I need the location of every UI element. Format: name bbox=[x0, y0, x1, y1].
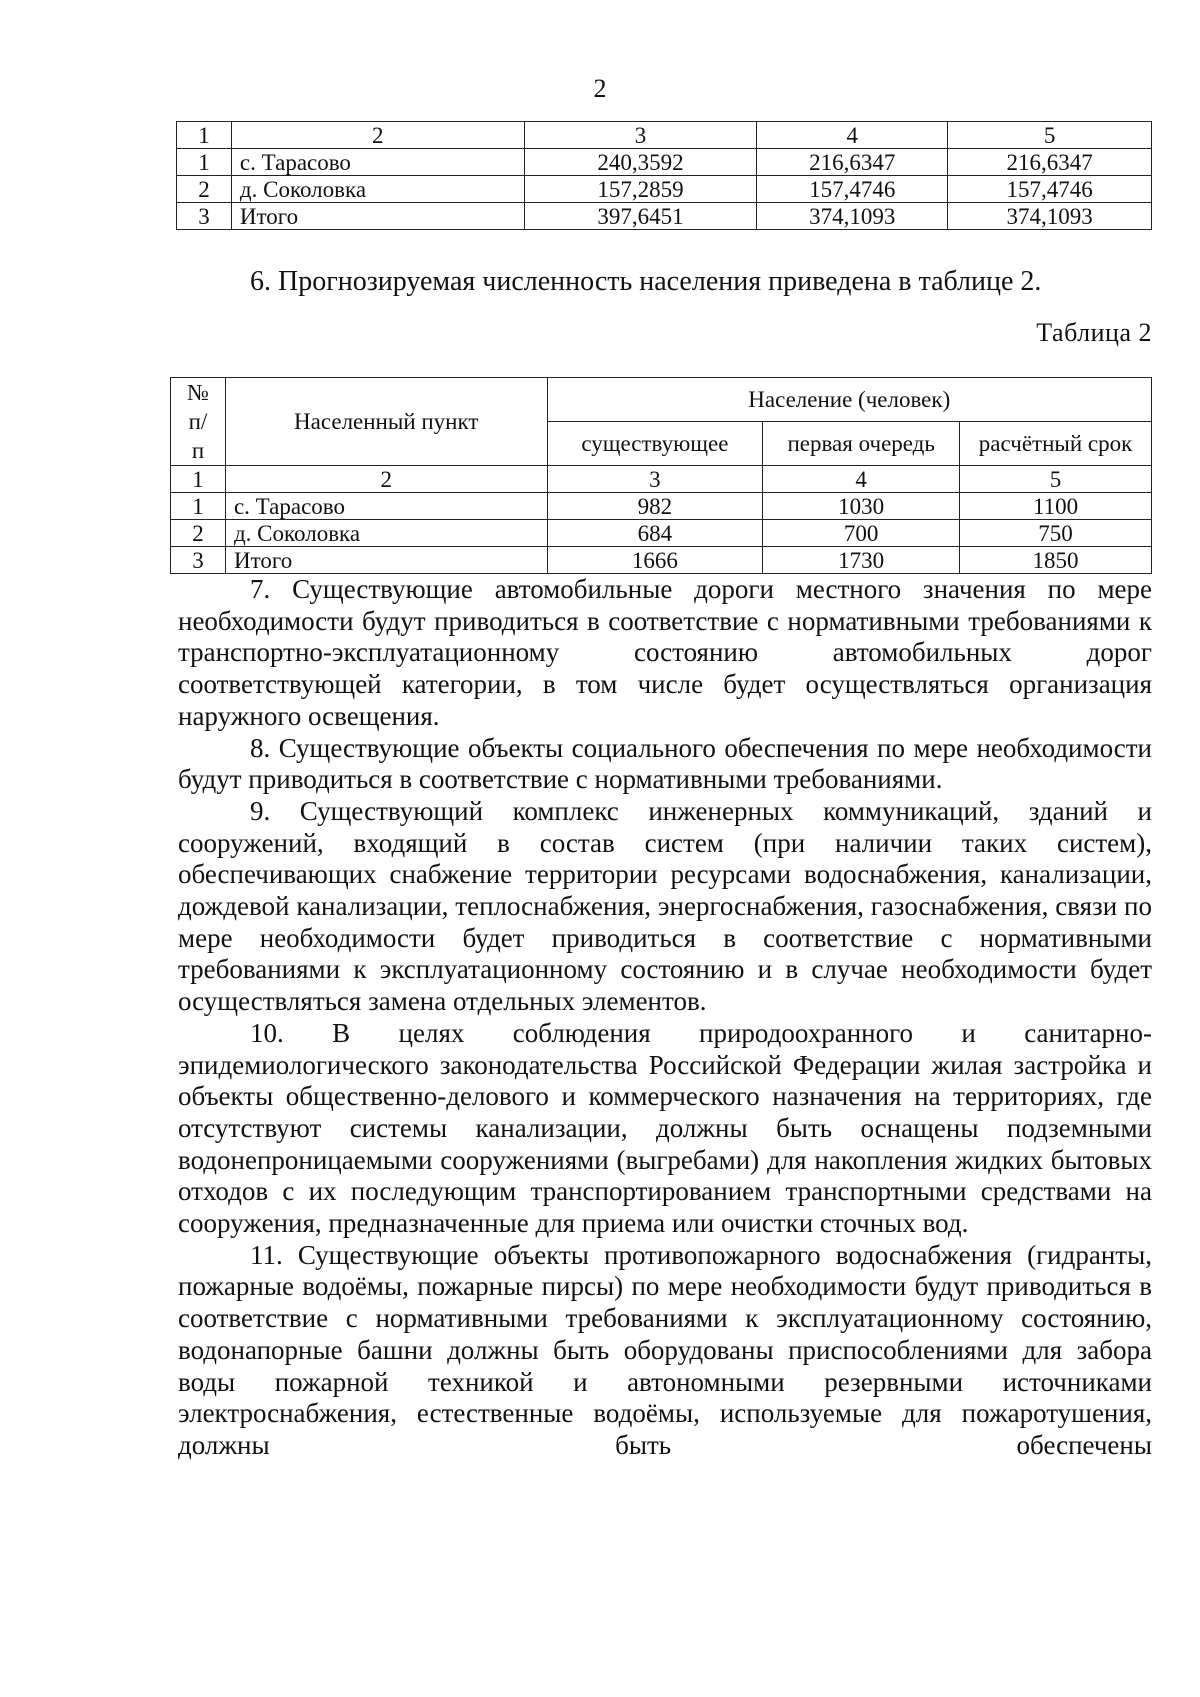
table-row bbox=[177, 203, 1152, 230]
paragraph-7: 7. Существующие автомобильные дороги местного значения по мере необходимости будут приводиться в соответствие с нормативными требованиями к транспортно-эксплуатационному состоянию автомобильных дорог соответствующей категории, в том числе будет осуществляться организация наружного освещения. bbox=[178, 574, 1152, 731]
table-cell: 3 bbox=[547, 466, 763, 493]
table-cell: 216,6347 bbox=[757, 149, 948, 176]
table-cell: 4 bbox=[763, 466, 960, 493]
table-2-population bbox=[170, 377, 1152, 574]
table-row bbox=[171, 493, 1152, 520]
table-cell: 2 bbox=[171, 520, 226, 547]
table-2-label: Таблица 2 bbox=[1036, 318, 1152, 347]
paragraph-9: 9. Существующий комплекс инженерных коммуникаций, зданий и сооружений, входящий в состав систем (при наличии таких систем), обеспечивающих снабжение территории ресурсами водоснабжения, канализации, дождевой канализации, теплоснабжения, энергоснабжения, газоснабжения, связи по мере необходимости будет приводиться в соответствие с нормативными требованиями к эксплуатационному состоянию и в случае необходимости будет осуществляться замена отдельных элементов. bbox=[178, 795, 1152, 1017]
table-cell: 216,6347 bbox=[948, 149, 1152, 176]
table-cell: 1100 bbox=[960, 493, 1152, 520]
table-cell: 700 bbox=[763, 520, 960, 547]
table-cell: 2 bbox=[225, 466, 547, 493]
table-row bbox=[171, 547, 1152, 574]
table-2-header-row bbox=[171, 378, 1152, 422]
table-cell: 4 bbox=[757, 122, 948, 149]
table-cell: 1030 bbox=[763, 493, 960, 520]
table-cell: 1730 bbox=[763, 547, 960, 574]
table-cell: 982 bbox=[547, 493, 763, 520]
table-cell: 3 bbox=[177, 203, 232, 230]
table-cell: 2 bbox=[177, 176, 232, 203]
table-cell: 1 bbox=[171, 493, 226, 520]
paragraph-8: 8. Существующие объекты социального обеспечения по мере необходимости будут приводиться в соответствие с нормативными требованиями. bbox=[178, 732, 1152, 795]
table-cell: 1 bbox=[177, 122, 232, 149]
column-header-existing: существующее bbox=[547, 422, 763, 466]
section-6-text: 6. Прогнозируемая численность населения приведена в таблице 2. bbox=[250, 266, 1042, 297]
table-cell: 3 bbox=[524, 122, 757, 149]
table-cell: Итого bbox=[231, 203, 524, 230]
table-cell: с. Тарасово bbox=[225, 493, 547, 520]
column-header-estimated-term: расчётный срок bbox=[960, 422, 1152, 466]
table-cell: Итого bbox=[225, 547, 547, 574]
table-1-continuation bbox=[176, 121, 1152, 230]
column-header-population: Население (человек) bbox=[547, 378, 1152, 422]
table-2-numbering-row bbox=[171, 466, 1152, 493]
body-text bbox=[178, 574, 1152, 1462]
table-cell: 3 bbox=[171, 547, 226, 574]
table-cell: с. Тарасово bbox=[231, 149, 524, 176]
table-cell: 684 bbox=[547, 520, 763, 547]
table-cell: 397,6451 bbox=[524, 203, 757, 230]
table-cell: 1666 bbox=[547, 547, 763, 574]
table-1-numbering-row bbox=[177, 122, 1152, 149]
table-row bbox=[177, 149, 1152, 176]
paragraph-11: 11. Существующие объекты противопожарного водоснабжения (гидранты, пожарные водоёмы, пожарные пирсы) по мере необходимости будут приводиться в соответствие с нормативными требованиями к эксплуатационному состоянию, водонапорные башни должны быть оборудованы приспособлениями для забора воды пожарной техникой и автономными резервными источниками электроснабжения, естественные водоёмы, используемые для пожаротушения, должны быть обеспечены bbox=[178, 1239, 1152, 1460]
column-header-first-stage: первая очередь bbox=[763, 422, 960, 466]
table-cell: 157,2859 bbox=[524, 176, 757, 203]
table-cell: 2 bbox=[231, 122, 524, 149]
table-cell: 1850 bbox=[960, 547, 1152, 574]
table-cell: 1 bbox=[171, 466, 226, 493]
table-cell: 374,1093 bbox=[948, 203, 1152, 230]
column-header-locality: Населенный пункт bbox=[225, 378, 547, 466]
page-number: 2 bbox=[593, 74, 607, 103]
table-cell: 750 bbox=[960, 520, 1152, 547]
table-cell: д. Соколовка bbox=[231, 176, 524, 203]
table-cell: 157,4746 bbox=[757, 176, 948, 203]
paragraph-10: 10. В целях соблюдения природоохранного и санитарно-эпидемиологического законодательства Российской Федерации жилая застройка и объекты общественно-делового и коммерческого назначения на территориях, где отсутствуют системы канализации, должны быть оснащены подземными водонепроницаемыми сооружениями (выгребами) для накопления жидких бытовых отходов с их последующим транспортированием транспортными средствами на сооружения, предназначенные для приема или очистки сточных вод. bbox=[178, 1017, 1152, 1239]
table-cell: 240,3592 bbox=[524, 149, 757, 176]
table-cell: д. Соколовка bbox=[225, 520, 547, 547]
table-cell: 5 bbox=[960, 466, 1152, 493]
column-header-number: № п/п bbox=[171, 378, 226, 466]
table-cell: 157,4746 bbox=[948, 176, 1152, 203]
table-row bbox=[177, 176, 1152, 203]
table-cell: 5 bbox=[948, 122, 1152, 149]
table-cell: 1 bbox=[177, 149, 232, 176]
table-row bbox=[171, 520, 1152, 547]
table-cell: 374,1093 bbox=[757, 203, 948, 230]
